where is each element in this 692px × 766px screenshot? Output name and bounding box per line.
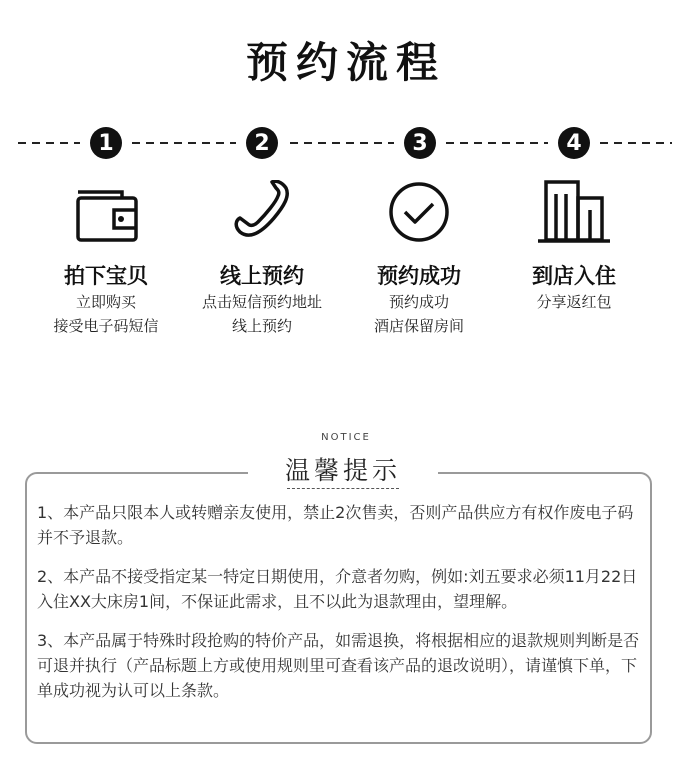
step-3-title: 预约成功 — [377, 264, 461, 288]
step-3-desc-line1: 预约成功 — [388, 293, 449, 311]
step-1-desc-line2: 接受电子码短信 — [53, 317, 159, 335]
wallet-icon — [70, 180, 142, 244]
step-2-desc-line2: 线上预约 — [231, 317, 292, 335]
notice-tag: NOTICE — [321, 432, 371, 443]
phone-icon — [226, 180, 298, 244]
notice-title-underline — [287, 488, 399, 489]
notice-item-1: 1、本产品只限本人或转赠亲友使用，禁止2次售卖，否则产品供应方有权作废电子码并不予退款。 — [37, 503, 634, 547]
step-4-number: 4 — [558, 127, 590, 159]
notice-title: 温馨提示 — [284, 456, 401, 485]
notice-header — [248, 452, 438, 502]
notice-item-2: 2、本产品不接受指定某一特定日期使用，介意者勿购，例如:刘五要求必须11月22日入住XX大床房1间，不保证此需求，且不以此为退款理由，望理解。 — [37, 567, 638, 611]
step-3-desc-line2: 酒店保留房间 — [373, 317, 464, 335]
step-1-title: 拍下宝贝 — [64, 264, 148, 288]
step-4-desc — [484, 290, 664, 314]
step-2-number: 2 — [246, 127, 278, 159]
step-2-title: 线上预约 — [220, 264, 304, 288]
step-3-desc — [329, 290, 509, 338]
step-1-desc-line1: 立即购买 — [75, 293, 136, 311]
step-2-desc — [172, 290, 352, 338]
checkmark-circle-icon — [383, 180, 455, 244]
notice-list — [37, 500, 642, 717]
step-4-title: 到店入住 — [532, 264, 616, 288]
notice-item-3: 3、本产品属于特殊时段抢购的特价产品，如需退换，将根据相应的退款规则判断是否可退并执行（产品标题上方或使用规则里可查看该产品的退改说明），请谨慎下单，下单成功视为认可以上条款。 — [37, 631, 640, 700]
step-1-desc — [16, 290, 196, 338]
page-title: 预约流程 — [245, 38, 446, 87]
step-4-desc-line1: 分享返红包 — [536, 293, 612, 311]
building-icon — [538, 180, 610, 244]
step-1-number: 1 — [90, 127, 122, 159]
step-3-number: 3 — [404, 127, 436, 159]
step-2-desc-line1: 点击短信预约地址 — [201, 293, 322, 311]
